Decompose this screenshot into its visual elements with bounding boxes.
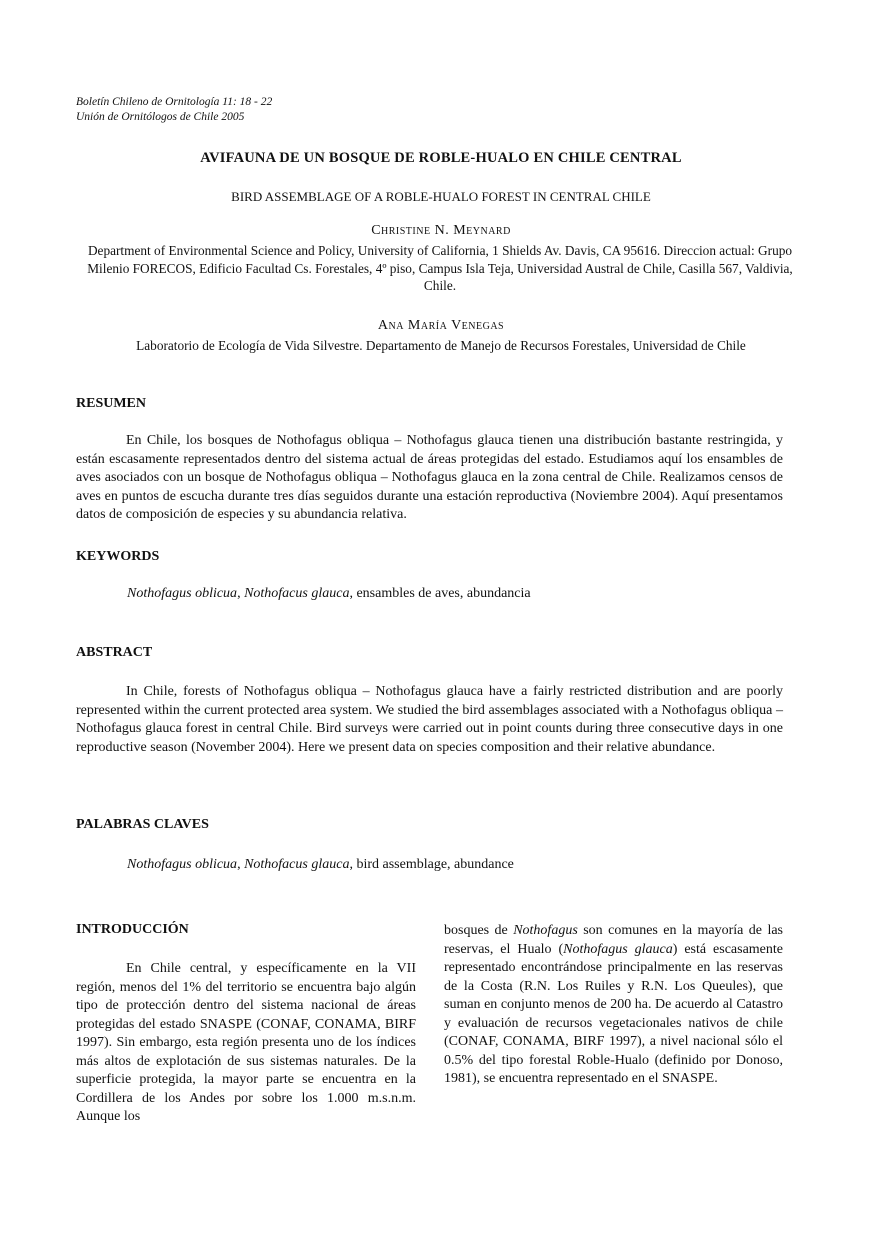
paper-title: AVIFAUNA DE UN BOSQUE DE ROBLE-HUALO EN CHILE CENTRAL — [200, 150, 682, 166]
paper-subtitle: BIRD ASSEMBLAGE OF A ROBLE-HUALO FOREST IN CENTRAL CHILE — [231, 189, 651, 204]
resumen-text: En Chile, los bosques de Nothofagus obliqua – Nothofagus glauca tienen una distribución bastante restringida, y están escasamente representados dentro del sistema actual de áreas protegidas del estado. Estudiamos aquí los ensambles de aves asociados con un bosque de Nothofagus obliqua – Nothofagus glauca en la zona central de Chile. Realizamos censos de aves en puntos de escucha durante tres días seguidos durante una estación reproductiva (Noviembre 2004). Aquí presentamos datos de composición de especies y su abundancia relativa. — [76, 433, 783, 523]
intro-left-column: En Chile central, y específicamente en la VII región, menos del 1% del territorio se encuentra bajo algún tipo de protección dentro del sistema nacional de áreas protegidas del estado SNASPE (CONAF, CONAMA, BIRF 1997). Sin embargo, esta región presenta uno de los índices más altos de explotación de sus sistemas naturales. De la superficie protegida, la mayor parte se encuentra en la Cordillera de los Andes por sobre los 1.000 m.s.n.m. Aunque los — [76, 961, 416, 1124]
journal-publisher: Unión de Ornitólogos de Chile 2005 — [76, 110, 245, 123]
author-affiliation-2: Laboratorio de Ecología de Vida Silvestre. Departamento de Manejo de Recursos Forestales, Universidad de Chile — [136, 338, 746, 353]
keywords-list: Nothofagus oblicua, Nothofacus glauca, ensambles de aves, abundancia — [127, 586, 531, 601]
author-name-1: Christine N. Meynard — [371, 223, 511, 238]
resumen-heading: RESUMEN — [76, 396, 147, 411]
intro-right-column: bosques de Nothofagus son comunes en la mayoría de las reservas, el Hualo (Nothofagus glauca) está escasamente representado encontrándose principalmente en las reservas de la Costa (R.N. Los Ruiles y R.N. Los Queules), que suman en conjunto menos de 200 ha. De acuerdo al Catastro y evaluación de recursos vegetacionales nativos de chile (CONAF, CONAMA, BIRF 1997), a nivel nacional sólo el 0.5% del tipo forestal Roble-Hualo (definido por Donoso, 1981), se encuentra representado en el SNASPE. — [444, 923, 784, 1086]
author-name-2: Ana María Venegas — [377, 318, 505, 333]
abstract-heading: ABSTRACT — [76, 645, 153, 660]
keywords-heading: KEYWORDS — [76, 549, 160, 564]
journal-header — [76, 95, 272, 124]
palabras-heading: PALABRAS CLAVES — [76, 817, 209, 832]
keyword-rest: , ensambles de aves, abundancia — [349, 586, 531, 601]
palabra-species-1: Nothofagus oblicua — [127, 857, 238, 872]
abstract-text: In Chile, forests of Nothofagus obliqua – Nothofagus glauca have a fairly restricted distribution and are poorly represented within the current protected area system. We studied the bird assemblages associated with a Nothofagus obliqua – Nothofagus glauca forest in central Chile. Bird surveys were carried out in point counts during three consecutive days in one reproductive season (November 2004). Here we present data on species composition and their relative abundance. — [76, 684, 783, 755]
palabras-list: Nothofagus oblicua, Nothofacus glauca, bird assemblage, abundance — [127, 857, 514, 872]
palabra-rest: , bird assemblage, abundance — [349, 857, 514, 872]
author-affiliation-1: Department of Environmental Science and Policy, University of California, 1 Shields Av. Davis, CA 95616. Direccion actual: Grupo Milenio FORECOS, Edificio Facultad Cs. Forestales, 4º piso, Campus Isla Teja, Universidad Austral de Chile, Casilla 567, Valdivia, Chile. — [87, 243, 793, 294]
keyword-species-1: Nothofagus oblicua — [127, 586, 238, 601]
palabra-species-2: Nothofacus glauca — [244, 857, 350, 872]
journal-citation: Boletín Chileno de Ornitología 11: 18 - 22 — [76, 96, 273, 108]
intro-heading: INTRODUCCIÓN — [76, 922, 189, 937]
keyword-species-2: Nothofacus glauca — [244, 586, 350, 601]
